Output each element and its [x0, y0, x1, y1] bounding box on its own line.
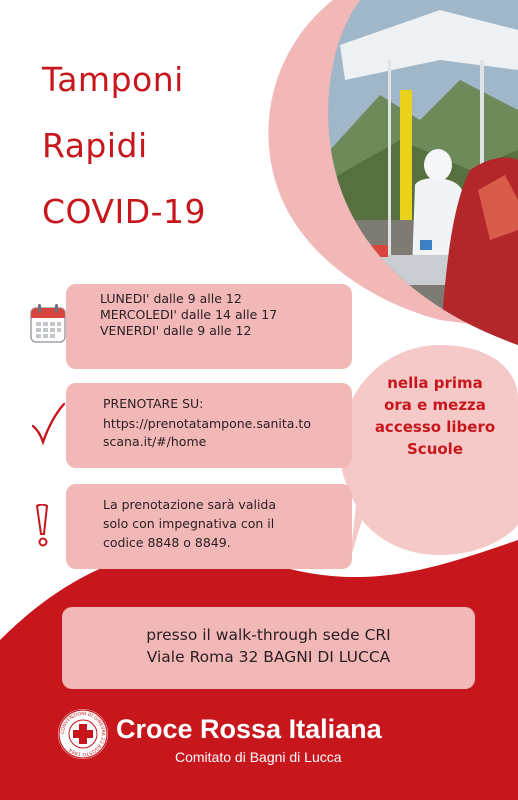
notice-card: [66, 484, 352, 569]
address-box: [62, 607, 475, 689]
booking-url-line-2[interactable]: scana.it/#/home: [103, 434, 207, 449]
title-line-1: Tamponi: [42, 60, 184, 99]
booking-heading: PRENOTARE SU:: [103, 396, 204, 411]
red-cross-emblem-icon: [57, 708, 109, 760]
address-line-1: presso il walk-through sede CRI: [146, 626, 391, 644]
calendar-icon: [30, 303, 66, 343]
title-line-3: COVID-19: [42, 192, 207, 231]
title-line-2: Rapidi: [42, 126, 148, 165]
bubble-line-2: ora e mezza: [384, 396, 486, 414]
checkmark-icon: [30, 402, 66, 446]
bubble-text: [360, 372, 510, 460]
booking-url-line-1[interactable]: https://prenotatampone.sanita.to: [103, 416, 311, 431]
schedule-line-1: LUNEDI' dalle 9 alle 12: [100, 291, 242, 306]
schedule-line-2: MERCOLEDI' dalle 14 alle 17: [100, 307, 278, 322]
booking-card: [66, 383, 352, 468]
logo-ring-text: CONVENZIONI DI GINEVRA 22 AGOSTO 1864: [60, 711, 106, 757]
notice-line-3: codice 8848 o 8849.: [103, 535, 231, 550]
exclamation-icon: [34, 504, 50, 548]
bubble-line-4: Scuole: [407, 440, 463, 458]
bubble-line-3: accesso libero: [374, 418, 496, 436]
schedule-line-3: VENERDI' dalle 9 alle 12: [100, 323, 252, 338]
organization-subtitle: Comitato di Bagni di Lucca: [175, 749, 342, 765]
address-line-2: Viale Roma 32 BAGNI DI LUCCA: [146, 648, 391, 666]
notice-line-1: La prenotazione sarà valida: [103, 497, 277, 512]
notice-line-2: solo con impegnativa con il: [103, 516, 275, 531]
organization-name: Croce Rossa Italiana: [116, 714, 382, 744]
bubble-line-1: nella prima: [387, 374, 483, 392]
schedule-card: [66, 284, 352, 369]
